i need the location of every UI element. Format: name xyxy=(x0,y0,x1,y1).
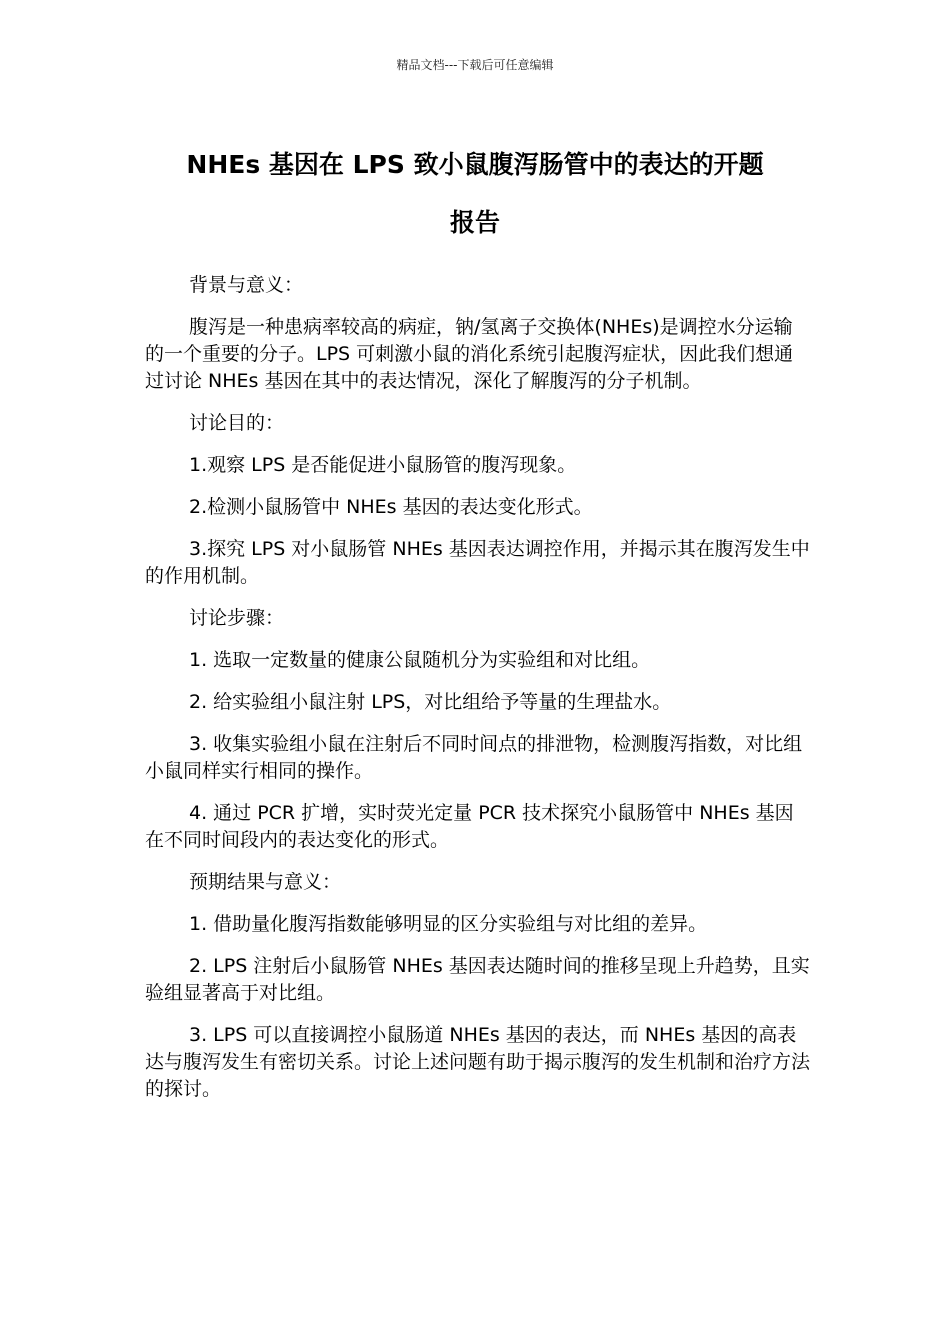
step-item: 2. 给实验组小鼠注射 LPS，对比组给予等量的生理盐水。 xyxy=(189,691,672,713)
title-line-1: NHEs 基因在 LPS 致小鼠腹泻肠管中的表达的开题 xyxy=(186,150,764,179)
section-heading-objectives: 讨论目的： xyxy=(189,412,285,434)
step-item: 1. 选取一定数量的健康公鼠随机分为实验组和对比组。 xyxy=(189,649,651,671)
title-line-2: 报告 xyxy=(449,208,500,237)
result-item: 2. LPS 注射后小鼠肠管 NHEs 基因表达随时间的推移呈现上升趋势，且实验组显著高于对比组。 xyxy=(145,955,810,1004)
paragraph-background: 腹泻是一种患病率较高的病症，钠/氢离子交换体(NHEs)是调控水分运输的一个重要的分子。LPS 可刺激小鼠的消化系统引起腹泻症状，因此我们想通过讨论 NHEs 基因在其中的表达情况，深化了解腹泻的分子机制。 xyxy=(145,316,794,392)
section-heading-steps: 讨论步骤： xyxy=(189,607,285,629)
result-item: 1. 借助量化腹泻指数能够明显的区分实验组与对比组的差异。 xyxy=(189,913,708,935)
step-item: 3. 收集实验组小鼠在注射后不同时间点的排泄物，检测腹泻指数，对比组小鼠同样实行相同的操作。 xyxy=(145,733,803,782)
document-title xyxy=(120,136,830,252)
header-note: 精品文档---下载后可任意编辑 xyxy=(396,58,554,72)
objective-item: 1.观察 LPS 是否能促进小鼠肠管的腹泻现象。 xyxy=(189,454,577,476)
document-body xyxy=(145,272,810,1118)
step-item: 4. 通过 PCR 扩增，实时荧光定量 PCR 技术探究小鼠肠管中 NHEs 基因在不同时间段内的表达变化的形式。 xyxy=(145,802,794,851)
objective-item: 2.检测小鼠肠管中 NHEs 基因的表达变化形式。 xyxy=(189,496,593,518)
section-heading-background: 背景与意义： xyxy=(189,274,304,296)
objective-item: 3.探究 LPS 对小鼠肠管 NHEs 基因表达调控作用，并揭示其在腹泻发生中的作用机制。 xyxy=(145,538,810,587)
section-heading-expected-results: 预期结果与意义： xyxy=(189,871,342,893)
result-item: 3. LPS 可以直接调控小鼠肠道 NHEs 基因的表达，而 NHEs 基因的高表达与腹泻发生有密切关系。讨论上述问题有助于揭示腹泻的发生机制和治疗方法的探讨。 xyxy=(145,1024,811,1100)
